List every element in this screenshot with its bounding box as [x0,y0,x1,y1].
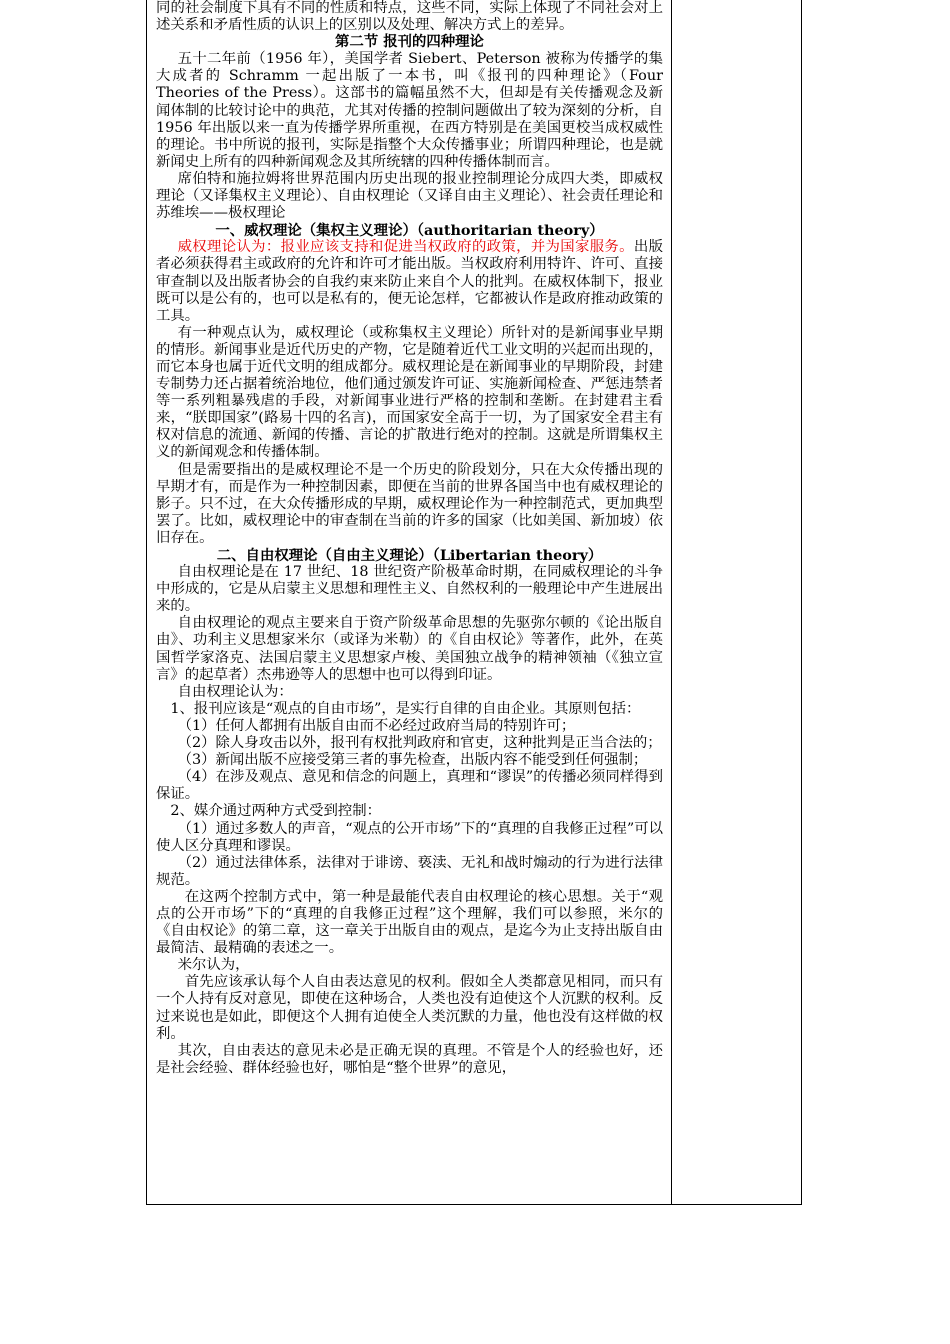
section-title: 第二节 报刊的四种理论 [335,34,484,51]
list-subitem-3: （3）新闻出版不应接受第三者的事先检查，出版内容不能受到任何强制； [177,752,648,769]
list-subitem-2: （2）除人身攻击以外，报刊有权批判政府和官吏，这种批判是正当合法的； [177,735,662,752]
list-item-control: 2、媒介通过两种方式受到控制： [170,803,382,820]
list-item-free-market: 1、报刊应该是“观点的自由市场”，是实行自律的自由企业。其原则包括： [170,700,641,717]
paragraph-mill-first: 首先应该承认每个人自由表达意见的权利。假如全人类都意见相同，而只有一个人持有反对意见，即使在这种场合，人类也没有迫使这个人沉默的权利。反过来说也是如此，即便这个人拥有迫使全人类沉默的力量，他也没有这样做的权利。 [156,974,663,1042]
paragraph-authoritarian-today: 但是需要指出的是威权理论不是一个历史的阶段划分，只在大众传播出现的早期才有，而是作为一种控制因素，即便在当前的世界各国当中也有威权理论的影子。只不过，在大众传播形成的早期，威权理论作为一种控制范式，更加典型罢了。比如，威权理论中的审查制在当前的许多的国家（比如美国、新加坡）依旧存在。 [156,461,663,546]
document-table [146,0,802,1205]
heading-libertarian: 二、自由权理论（自由主义理论）（Libertarian theory） [216,547,603,564]
control-subitem-1: （1）通过多数人的声音，“观点的公开市场”下的“真理的自我修正过程”可以使人区分真理和谬误。 [156,820,663,854]
paragraph-libertarian-origin: 自由权理论是在 17 世纪、18 世纪资产阶极革命时期，在同威权理论的斗争中形成的，它是从启蒙主义思想和理性主义、自然权利的一般理论中产生进展出来的。 [156,564,663,615]
paragraph-libertarian-intro: 自由权理论认为： [177,683,293,700]
paragraph-authoritarian-history: 有一种观点认为，威权理论（或称集权主义理论）所针对的是新闻事业早期的情形。新闻事业是近代历史的产物，它是随着近代工业文明的兴起而出现的，而它本身也属于近代文明的组成都分。威权理论是在新闻事业的早期阶段，封建专制势力还占据着统治地位，他们通过颁发许可证、实施新闻检查、严惩违禁者等一系列粗暴残虐的手段，对新闻事业进行严格的控制和垄断。在封建君主看来，“朕即国家”(路易十四的名言)，而国家安全高于一切，为了国家安全君主有权对信息的流通、新闻的传播、言论的扩散进行绝对的控制。这就是所谓集权主义的新闻观念和传播体制。 [156,324,663,461]
paragraph-mill-second: 其次，自由表达的意见未必是正确无误的真理。不管是个人的经验也好，还是社会经验、群体经验也好，哪怕是“整个世界”的意见， [156,1042,663,1076]
intro-paragraph: 同的社会制度下具有不同的性质和特点，这些不同，实际上体现了不同社会对上述关系和矛盾性质的认识上的区别以及处理、解决方式上的差异。 [156,0,663,34]
highlighted-definition: 威权理论认为：报业应该支持和促进当权政府的政策，并为国家服务。 [177,239,634,256]
control-subitem-2: （2）通过法律体系，法律对于诽谤、亵渎、无礼和战时煽动的行为进行法律规范。 [156,854,663,888]
paragraph-classification: 席伯特和施拉姆将世界范围内历史出现的报业控制理论分成四大类，即威权理论（又译集权主义理论）、自由权理论（又译自由主义理论）、社会责任理论和苏维埃——极权理论 [156,170,663,222]
list-subitem-1: （1）任何人都拥有出版自由而不必经过政府当局的特别许可； [177,717,576,734]
heading-authoritarian: 一、威权理论（集权主义理论）（authoritarian theory） [215,222,604,240]
main-text-column [147,0,672,1204]
paragraph-authoritarian-definition [156,239,663,324]
paragraph-control-core: 在这两个控制方式中，第一种是最能代表自由权理论的核心思想。关于“观点的公开市场”下的“真理的自我修正过程”这个理解，我们可以参照，米尔的《自由权论》的第二章，这一章关于出版自由的观点，是迄今为止支持出版自由最简洁、最精确的表述之一。 [156,888,663,957]
definition-continuation: 出版者必须获得君主或政府的允许和许可才能出版。当权政府利用特许、许可、直接审查制以及出版者协会的自我约束来防止来自个人的批判。在威权体制下，报业既可以是公有的，也可以是私有的，便无论怎样，它都被认作是政府推动政策的工具。 [156,239,663,324]
notes-column [672,0,801,1204]
list-subitem-4: （4）在涉及观点、意见和信念的问题上，真理和“谬误”的传播必须同样得到保证。 [156,769,663,803]
paragraph-four-theories: 五十二年前（1956 年），美国学者 Siebert、Peterson 被称为传播学的集大成者的 Schramm 一起出版了一本书，叫《报刊的四种理论》（Four Theories of the Press）。这部书的篇幅虽然不大，但却是有关传播观念及新闻体制的比较讨论中的典范，尤其对传播的控制问题做出了较为深刻的分析，自 1956 年出版以来一直为传播学界所重视，在西方特别是在美国更校当成权威性的理论。书中所说的报刊，实际是指整个大众传播事业；所谓四种理论，也是就新闻史上所有的四种新闻观念及其所统辖的四种传播体制而言。 [156,51,663,170]
paragraph-mill-intro: 米尔认为， [177,957,250,974]
paragraph-libertarian-sources: 自由权理论的观点主要来自于资产阶级革命思想的先驱弥尔顿的《论出版自由》、功利主义思想家米尔（或译为米勒）的《自由权论》等著作，此外，在英国哲学家洛克、法国启蒙主义思想家卢梭、美国独立战争的精神领袖（《独立宣言》的起草者）杰弗逊等人的思想中也可以得到印证。 [156,615,663,683]
